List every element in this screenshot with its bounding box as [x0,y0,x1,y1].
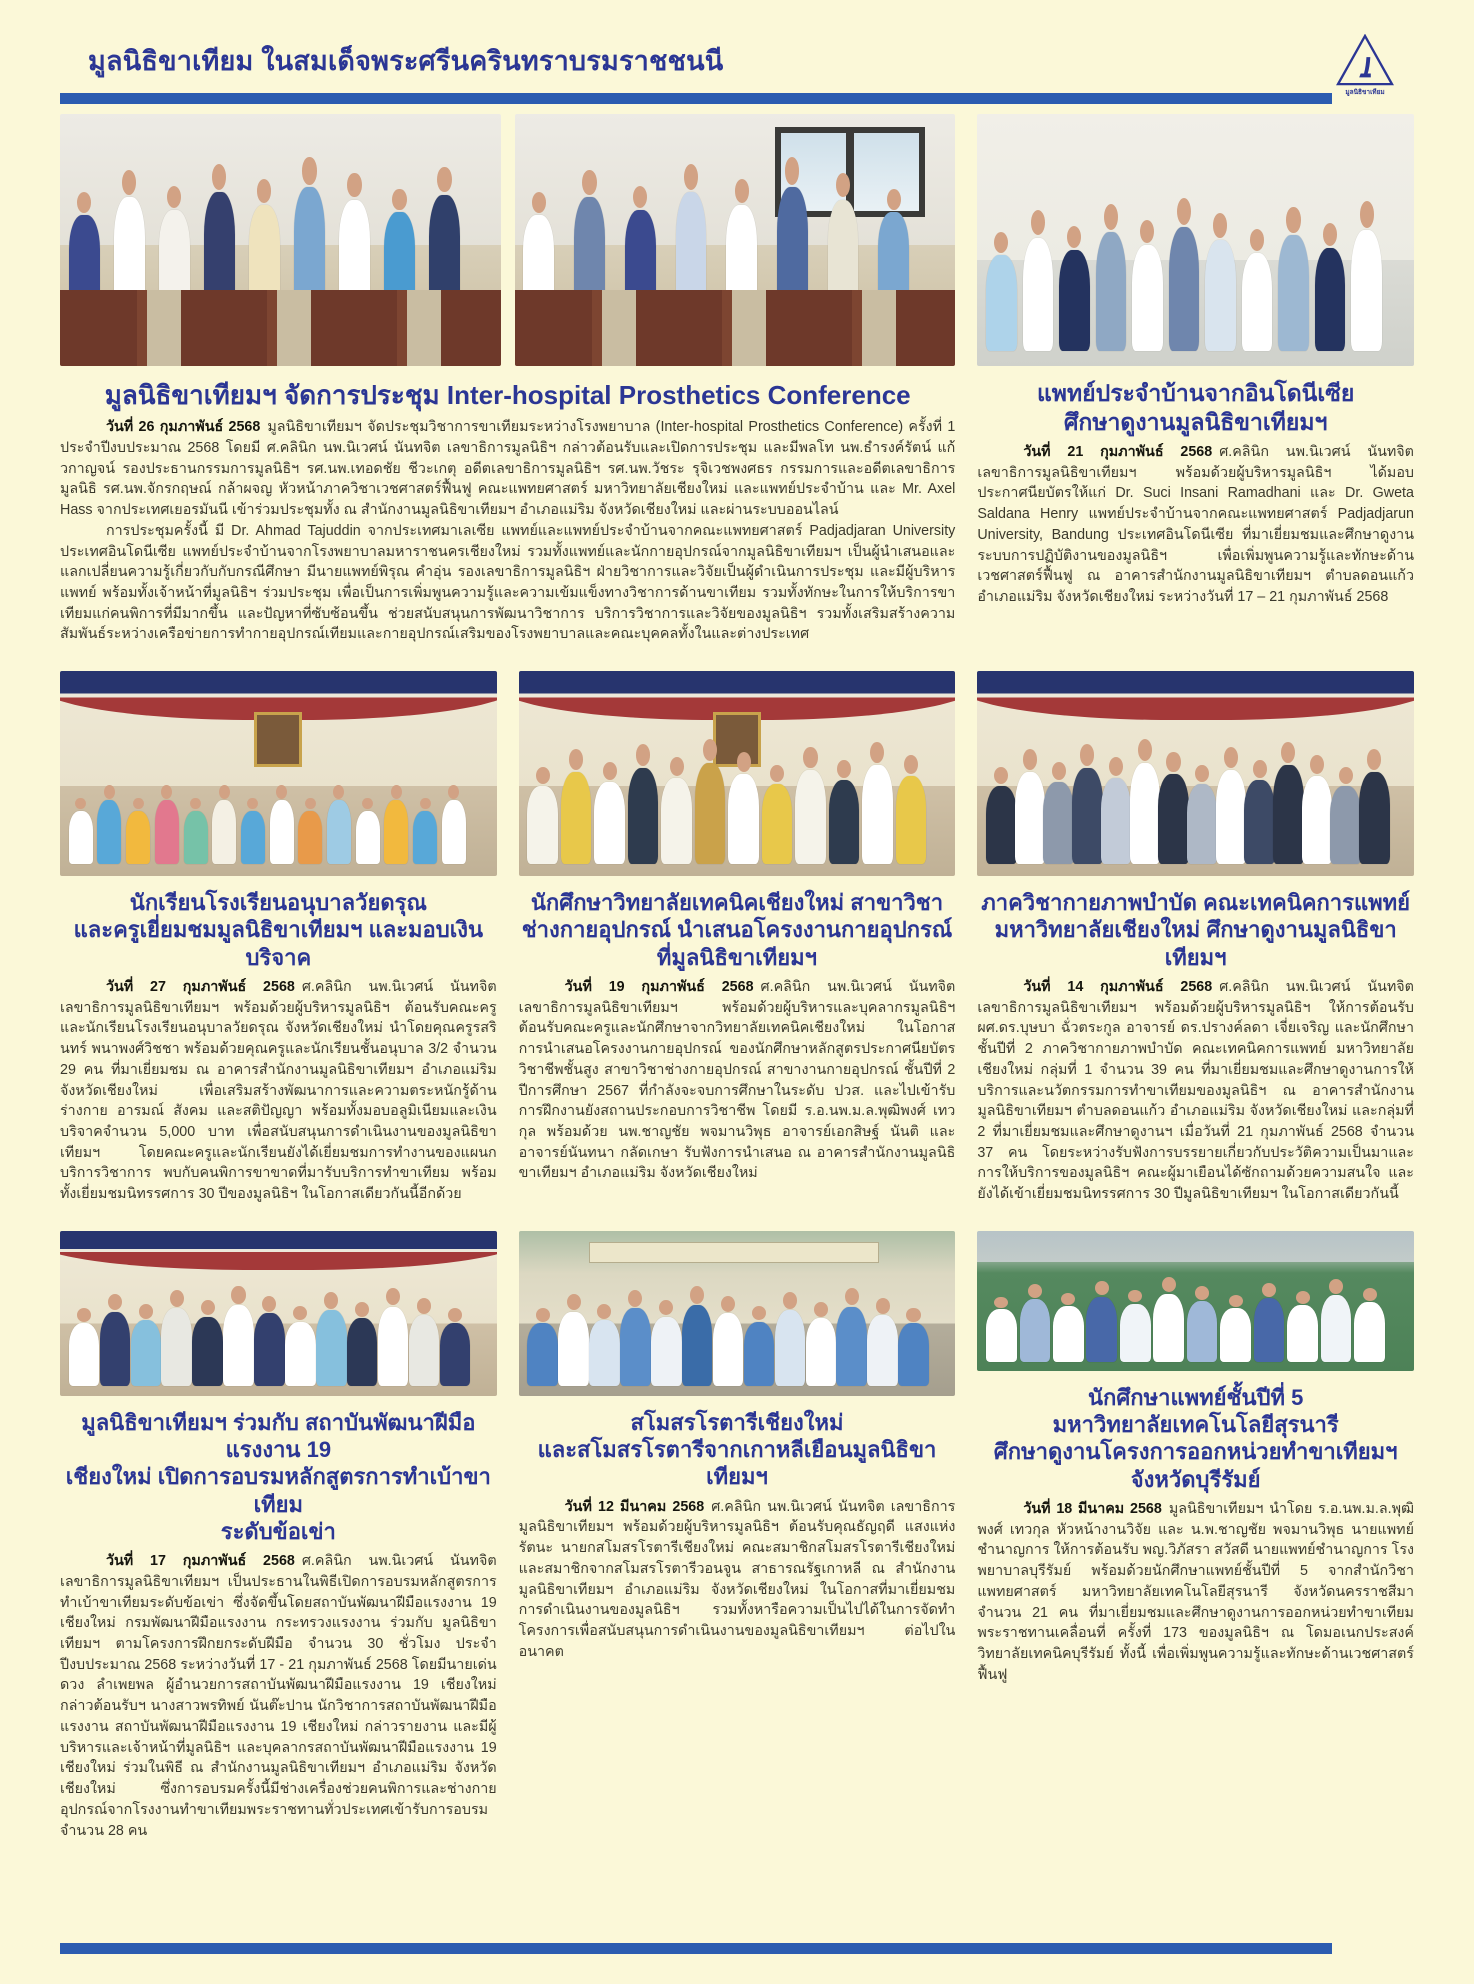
person-figure [620,1308,651,1386]
title-line: จังหวัดบุรีรัมย์ [1130,1466,1261,1492]
person-figure [1278,235,1309,351]
person-figure [695,763,726,863]
person-figure [1059,250,1090,351]
date-lead: วันที่ 18 มีนาคม 2568 [1023,1500,1162,1517]
header-rule [60,93,1332,104]
person-figure [413,811,437,864]
person-figure [1216,770,1247,864]
photo-conference-meeting-1 [60,114,501,366]
photo-conference-meeting-2 [515,114,956,366]
person-figure [806,1318,837,1386]
title-line: ภาควิชากายภาพบำบัด คณะเทคนิคการแพทย์ [981,890,1411,916]
photo-medical-students-court [977,1231,1414,1371]
article-rotary-clubs-visit [519,1231,956,1841]
title-line: นักศึกษาวิทยาลัยเทคนิคเชียงใหม่ สาขาวิชา [530,890,944,916]
person-figure [69,811,93,864]
article-paragraph [519,977,956,1184]
person-figure [836,1307,867,1386]
person-figure [1053,1306,1084,1362]
title-line: มูลนิธิขาเทียมฯ จัดการประชุม Inter-hospital Prosthetics Conference [104,380,911,410]
person-figure [867,1315,898,1386]
article-title [977,379,1414,436]
articles-grid [60,114,1414,1841]
person-figure [327,800,351,864]
article-paragraph [977,1499,1414,1685]
person-figure [1354,1302,1385,1362]
article-paragraph [977,977,1414,1205]
person-figure [896,776,927,864]
article-indonesia-residents [977,114,1414,645]
paragraph-text: ศ.คลินิก นพ.นิเวศน์ นันทจิต เลขาธิการมูลนิธิขาเทียมฯ พร้อมด้วยผู้บริหารมูลนิธิฯ ต้อนรับคุณธัญฤดี แสงแห่งรัตนะ นายกสโมสรโรตารีเชียงใหม่ คณะสมาชิกสโมสรโรตารีเชียงใหม่ และสมาชิกจากสโมสรโรตารีวอนจูน สาธารณรัฐเกาหลี ณ สำนักงานมูลนิธิขาเทียมฯ อำเภอแม่ริม จังหวัดเชียงใหม่ ในโอกาสที่มาเยี่ยมชมการดำเนินงานของมูลนิธิฯ รวมทั้งหารือความเป็นไปได้ในการจัดทำโครงการเพื่อสนับสนุนการดำเนินงานของมูลนิธิขาเทียมฯ ต่อไปในอนาคต [518,1498,956,1660]
person-figure [561,772,592,864]
article-physiotherapy-cmu [977,671,1414,1205]
conference-photos [60,114,955,366]
person-figure [1273,765,1304,863]
article-paragraph [519,1497,956,1663]
date-lead: วันที่ 17 กุมภาพันธ์ 2568 [106,1553,295,1570]
person-figure [1187,1301,1218,1363]
article-paragraph [60,521,955,645]
person-figure [589,1320,620,1386]
person-figure [97,800,121,864]
person-figure [378,1307,409,1386]
person-figure [728,774,759,864]
person-figure [682,1305,713,1386]
person-figure [1244,780,1275,864]
person-figure [661,778,692,864]
paragraph-text: มูลนิธิขาเทียมฯ นำโดย ร.อ.นพ.ม.ล.พุฒิพงศ์ เทวกุล หัวหน้างานวิจัย และ น.พ.ชาญชัย พจมานวิพุธ นายแพทย์ชำนาญการ ให้การต้อนรับ พญ.วิภัสรา สวัสดี นายแพทย์ชำนาญการ โรงพยาบาลบุรีรัมย์ พร้อมด้วยนักศึกษาแพทย์ชั้นปีที่ 5 จากสำนักวิชาแพทยศาสตร์ มหาวิทยาลัยเทคโนโลยีสุรนารี จังหวัดนครราชสีมา จำนวน 21 คน ที่มาเยี่ยมชมและศึกษาดูงานการออกหน่วยทำขาเทียมพระราชทานเคลื่อนที่ ครั้งที่ 173 ของมูลนิธิฯ ณ โดมอเนกประสงค์ วิทยาลัยเทคนิคบุรีรัมย์ ทั้งนี้ เพื่อเพิ่มพูนความรู้และทักษะด้านเวชศาสตร์ฟื้นฟู [977,1500,1414,1683]
person-figure [775,1310,806,1386]
article-technical-college-projects [519,671,956,1205]
person-figure [862,765,893,863]
title-line: มูลนิธิขาเทียมฯ ร่วมกับ สถาบันพัฒนาฝีมือแรงงาน 19 [81,1409,476,1463]
person-figure [986,255,1017,351]
paragraph-text: ศ.คลินิก นพ.นิเวศน์ นันทจิต เลขาธิการมูลนิธิขาเทียมฯ พร้อมด้วยผู้บริหารมูลนิธิฯ ได้มอบประกาศนียบัตรให้แก่ Dr. Suci Insani Ramadhani และ Dr. Gweta Saldana Henry แพทย์ประจำบ้านจากคณะแพทยศาสตร์ Padjadjarun University, Bandung ประเทศอินโดนีเซีย ที่มาเยี่ยมชมและศึกษาดูงานระบบการปฏิบัติงานของมูลนิธิฯ เพื่อเพิ่มพูนความรู้และทักษะด้านเวชศาสตร์ฟื้นฟู ณ อาคารสำนักงานมูลนิธิขาเทียมฯ ตำบลดอนแก้ว อำเภอแม่ริม จังหวัดเชียงใหม่ ระหว่างวันที่ 17 – 21 กุมภาพันธ์ 2568 [977,444,1414,606]
article-title [519,1409,956,1491]
person-figure [155,800,179,864]
person-figure [1096,232,1127,350]
title-line: มหาวิทยาลัยเทคโนโลยีสุรนารี [1052,1412,1339,1438]
person-figure [628,768,659,864]
canopy-decor [60,1231,497,1271]
person-figure [1020,1299,1051,1362]
person-figure [1120,1304,1151,1363]
person-figure [1315,248,1346,351]
person-figure [192,1317,223,1386]
person-figure [384,800,408,864]
person-figure [409,1315,440,1386]
person-figure [795,770,826,864]
person-figure [184,811,208,864]
paragraph-text: ศ.คลินิก นพ.นิเวศน์ นันทจิต เลขาธิการมูลนิธิขาเทียมฯ พร้อมด้วยผู้บริหารมูลนิธิฯ ให้การต้อนรับ ผศ.ดร.บุษบา ฉั่วตระกูล อาจารย์ ดร.ปรางค์ลดา เจี่ยเจริญ และนักศึกษาชั้นปีที่ 2 ภาควิชากายภาพบำบัด คณะเทคนิคการแพทย์ มหาวิทยาลัยเชียงใหม่ กลุ่มที่ 1 จำนวน 39 คน ที่มาเยี่ยมชมและศึกษาดูงานการให้บริการและนวัตกรรมการทำขาเทียมของมูลนิธิฯ ณ อาคารสำนักงานมูลนิธิขาเทียมฯ ตำบลดอนแก้ว อำเภอแม่ริม จังหวัดเชียงใหม่ และกลุ่มที่ 2 ที่มาเยี่ยมชมและศึกษาดูงานฯ เมื่อวันที่ 21 กุมภาพันธ์ 2568 จำนวน 37 คน โดยระหว่างรับฟังการบรรยายเกี่ยวกับประวัติความเป็นมาและการให้บริการของมูลนิธิฯ คณะผู้มาเยือนได้ซักถามด้วยความสนใจ และยังได้เข้าเยี่ยมชมนิทรรศการ 30 ปีมูลนิธิขาเทียมฯ ในโอกาสเดียวกันนี้ [977,978,1414,1203]
paragraph-text: ศ.คลินิก นพ.นิเวศน์ นันทจิต เลขาธิการมูลนิธิขาเทียมฯ พร้อมด้วยผู้บริหารมูลนิธิฯ ต้อนรับคณะครูและนักเรียนโรงเรียนอนุบาลวัยดรุณ จังหวัดเชียงใหม่ นำโดยคุณครูรสรินทร์ พนาพงศ์วิชชา พร้อมด้วยคุณครูและนักเรียนชั้นอนุบาล 3/2 จำนวน 29 คน ที่มาเยี่ยมชม ณ อาคารสำนักงานมูลนิธิขาเทียมฯ อำเภอแม่ริม จังหวัดเชียงใหม่ เพื่อเสริมสร้างพัฒนาการและความตระหนักรู้ด้านร่างกาย อารมณ์ สังคม และสติปัญญา พร้อมทั้งมอบอลูมิเนียมและเงินบริจาคจำนวน 5,000 บาท เพื่อสนับสนุนการดำเนินงานของมูลนิธิขาเทียมฯ โดยคณะครูและนักเรียนยังได้เยี่ยมชมการทำงานของแผนกบริการวิชาการ พบกับคนพิการขาขาดที่มารับบริการทำขาเทียม พร้อมทั้งเยี่ยมชมนิทรรศการ 30 ปีของมูลนิธิฯ ในโอกาสเดียวกันนี้อีกด้วย [60,978,497,1203]
person-figure [1351,230,1382,351]
logo-caption: มูลนิธิขาเทียม [1345,89,1385,96]
person-figure [1205,240,1236,351]
paragraph-text: การประชุมครั้งนี้ มี Dr. Ahmad Tajuddin จากประเทศมาเลเซีย แพทย์และแพทย์ประจำบ้านจากคณะแพทยศาสตร์ Padjadjaran University ประเทศอินโดนีเซีย แพทย์ประจำบ้านจากโรงพยาบาลมหาราชนครเชียงใหม่ รวมทั้งแพทย์และนักกายอุปกรณ์จากมูลนิธิขาเทียมฯ เป็นผู้นำเสนอและแลกเปลี่ยนความรู้เกี่ยวกับกับกรณีศึกษา มีนายแพทย์พิรุณ คำอุ่น รองเลขาธิการมูลนิธิฯ ฝ่ายวิชาการและวิจัยเป็นผู้ดำเนินการประชุม และมีผู้บริหาร แพทย์ พร้อมทั้งเจ้าหน้าที่มูลนิธิฯ ร่วมประชุม เพื่อเป็นการเพิ่มพูนความรู้และความเข้มแข็งทางวิชาการด้านขาเทียม รวมทั้งทักษะในการให้บริการขาเทียมแก่คนพิการที่มีมากขึ้น และปัญหาที่ซับซ้อนขึ้น ช่วยสนับสนุนการพัฒนาวิชาการ บริการวิชาการและวิจัยของมูลนิธิฯ รวมทั้งเสริมสร้างความสัมพันธ์ระหว่างเครือข่ายการทำกายอุปกรณ์เทียมและกายอุปกรณ์เสริมของโรงพยาบาลและคณะบุคคลทั้งในและต่างประเทศ [60,522,956,643]
date-lead: วันที่ 19 กุมภาพันธ์ 2568 [564,978,754,995]
person-figure [1242,253,1273,351]
person-figure [1072,768,1103,864]
person-figure [1015,772,1046,864]
person-figure [1287,1305,1318,1362]
article-title [519,889,956,971]
article-title [60,379,955,411]
foundation-triangle-logo-icon [1336,34,1394,88]
person-figure [527,786,558,864]
person-figure [440,1323,471,1386]
person-figure [1043,782,1074,864]
photo-rotary-group-outdoor [519,1231,956,1396]
foundation-logo [1334,34,1396,96]
person-figure [212,800,236,864]
person-figure [1132,245,1163,351]
person-figure [100,1312,131,1386]
title-line: ระดับข้อเข่า [220,1518,336,1544]
person-figure [1169,227,1200,350]
canopy-decor [977,671,1414,720]
photo-indonesia-group [977,114,1414,366]
desk-decor [515,290,956,366]
article-paragraph [60,977,497,1205]
title-line: นักเรียนโรงเรียนอนุบาลวัยดรุณ [129,890,427,916]
desk-decor [60,290,501,366]
person-figure [744,1322,775,1386]
person-figure [594,782,625,864]
person-figure [1220,1308,1251,1363]
photo-physiotherapy-group [977,671,1414,876]
person-figure [898,1323,929,1386]
paragraph-text: มูลนิธิขาเทียมฯ จัดประชุมวิชาการขาเทียมระหว่างโรงพยาบาล (Inter-hospital Prosthetics Conference) ครั้งที่ 1 ประจำปีงบประมาณ 2568 โดยมี ศ.คลินิก นพ.นิเวศน์ นันทจิต เลขาธิการมูลนิธิฯ กล่าวต้อนรับและเปิดการประชุม และมีพลโท นพ.ธำรงค์รัตน์ แก้วกาญจน์ รองประธานกรรมการมูลนิธิฯ รศ.นพ.เทอดชัย ชีวะเกตุ อดีตเลขาธิการมูลนิธิฯ รศ.นพ.วัชระ รุจิเวชพงศธร กรรมการและอดีตเลขาธิการมูลนิธิ รศ.นพ.จักรกฤษณ์ กล้าผจญ หัวหน้าภาควิชาเวชศาสตร์ฟื้นฟู คณะแพทยศาสตร์ มหาวิทยาลัยเชียงใหม่ และแพทย์ประจำบ้าน และ Mr. Axel Hass จากประเทศเยอรมันนี เข้าร่วมประชุมทั้ง ณ สำนักงานมูลนิธิขาเทียมฯ อำเภอแม่ริม จังหวัดเชียงใหม่ และผ่านระบบออนไลน์ [60,419,956,519]
person-figure [69,1323,100,1386]
title-line: ช่างกายอุปกรณ์ นำเสนอโครงงานกายอุปกรณ์ [521,917,953,943]
person-figure [1321,1295,1352,1362]
person-figure [527,1323,558,1386]
title-line: ที่มูลนิธิขาเทียมฯ [656,944,818,970]
article-paragraph [60,1551,497,1841]
title-line: ศึกษาดูงานมูลนิธิขาเทียมฯ [1063,408,1328,435]
title-line: และสโมสรโรตารีจากเกาหลีเยือนมูลนิธิขาเทียมฯ [537,1437,937,1490]
person-figure [1359,772,1390,864]
title-line: นักศึกษาแพทย์ชั้นปีที่ 5 [1087,1384,1304,1410]
title-line: มหาวิทยาลัยเชียงใหม่ ศึกษาดูงานมูลนิธิขาเทียมฯ [994,917,1397,970]
person-figure [762,784,793,864]
title-line: สโมสรโรตารีเชียงใหม่ [630,1409,844,1435]
person-figure [713,1313,744,1386]
paragraph-text: ศ.คลินิก นพ.นิเวศน์ นันทจิต เลขาธิการมูลนิธิขาเทียมฯ เป็นประธานในพิธีเปิดการอบรมหลักสูตรการทำเบ้าขาเทียมระดับข้อเข่า ซึ่งจัดขึ้นโดยสถาบันพัฒนาฝีมือแรงงาน 19 เชียงใหม่ กรมพัฒนาฝีมือแรงงาน กระทรวงแรงงาน ร่วมกับ มูลนิธิขาเทียมฯ ตามโครงการฝึกยกระดับฝีมือ จำนวน 30 ชั่วโมง ประจำปีงบประมาณ 2568 ระหว่างวันที่ 17 - 21 กุมภาพันธ์ 2568 โดยมีนายเด่นดวง ลำเพยพล ผู้อำนวยการสถาบันพัฒนาฝีมือแรงงาน 19 เชียงใหม่ กล่าวต้อนรับฯ นางสาวพรทิพย์ นันต๊ะปาน นักวิชาการสถาบันพัฒนาฝีมือแรงงาน สถาบันพัฒนาฝีมือแรงงาน 19 เชียงใหม่ กล่าวรายงาน และมีผู้บริหารและเจ้าหน้าที่มูลนิธิฯ และบุคลากรสถาบันพัฒนาฝีมือแรงงาน 19 เชียงใหม่ ร่วมในพิธี ณ สำนักงานมูลนิธิขาเทียมฯ อำเภอแม่ริม จังหวัดเชียงใหม่ ซึ่งการอบรมครั้งนี้มีช่างเครื่องช่วยคนพิการและช่างกายอุปกรณ์จากโรงงานทำขาเทียมพระราชทานทั่วประเทศเข้ารับการอบรมจำนวน 28 คน [60,1553,497,1839]
person-figure [829,780,860,864]
article-kindergarten-visit [60,671,497,1205]
person-figure [1254,1298,1285,1362]
page-title: มูลนิธิขาเทียม ในสมเด็จพระศรีนครินทราบรมราชชนนี [88,46,724,76]
person-figure [161,1308,192,1386]
person-figure [347,1318,378,1386]
article-title [977,1384,1414,1493]
person-figure [1158,774,1189,864]
banner-decor [589,1242,879,1262]
person-figure [285,1322,316,1386]
person-figure [316,1310,347,1386]
portrait-frame-decor [254,712,302,767]
person-figure [1086,1297,1117,1363]
person-figure [241,811,265,864]
title-line: แพทย์ประจำบ้านจากอินโดนีเซีย [1036,380,1355,406]
article-title [977,889,1414,971]
person-figure [442,800,466,864]
person-figure [270,800,294,864]
person-figure [298,811,322,864]
person-figure [1302,776,1333,864]
article-skill-development-training [60,1231,497,1841]
article-paragraph [60,417,955,521]
photo-training-opening-group [60,1231,497,1396]
person-figure [986,1309,1017,1362]
photo-technical-students-group [519,671,956,876]
person-figure [986,786,1017,864]
date-lead: วันที่ 21 กุมภาพันธ์ 2568 [1023,444,1213,461]
article-title [60,1409,497,1545]
person-figure [254,1313,285,1386]
person-figure [1130,763,1161,863]
person-figure [1023,238,1054,351]
page-header [60,0,1414,104]
person-figure [126,811,150,864]
title-line: ศึกษาดูงานโครงการออกหน่วยทำขาเทียมฯ [993,1439,1398,1465]
person-figure [651,1317,682,1386]
person-figure [1101,778,1132,864]
date-lead: วันที่ 27 กุมภาพันธ์ 2568 [106,978,295,995]
date-lead: วันที่ 12 มีนาคม 2568 [564,1498,705,1515]
article-suranaree-medical-students [977,1231,1414,1841]
article-inter-hospital-conference [60,114,955,645]
article-paragraph [977,442,1414,608]
person-figure [131,1320,162,1386]
person-figure [223,1305,254,1386]
person-figure [558,1312,589,1386]
article-title [60,889,497,971]
person-figure [1153,1294,1184,1363]
footer-rule [60,1943,1332,1954]
date-lead: วันที่ 14 กุมภาพันธ์ 2568 [1023,978,1213,995]
person-figure [1187,784,1218,864]
title-line: และครูเยี่ยมชมมูลนิธิขาเทียมฯ และมอบเงินบริจาค [73,917,484,970]
title-line: เชียงใหม่ เปิดการอบรมหลักสูตรการทำเบ้าขาเทียม [65,1464,491,1517]
photo-kindergarten-group [60,671,497,876]
person-figure [356,811,380,864]
person-figure [1330,786,1361,864]
date-lead: วันที่ 26 กุมภาพันธ์ 2568 [106,419,261,436]
paragraph-text: ศ.คลินิก นพ.นิเวศน์ นันทจิต เลขาธิการมูลนิธิขาเทียมฯ พร้อมด้วยผู้บริหารและบุคลากรมูลนิธิฯ ต้อนรับคณะครูและนักศึกษาจากวิทยาลัยเทคนิคเชียงใหม่ ในโอกาสการนำเสนอโครงงานกายอุปกรณ์ ของนักศึกษาหลักสูตรประกาศนียบัตรวิชาชีพชั้นสูง สาขาวิชาช่างกายอุปกรณ์ สาขางานกายอุปกรณ์ ชั้นปีที่ 2 ปีการศึกษา 2567 ที่กำลังจะจบการศึกษาในระดับ ปวส. และไปเข้ารับการฝึกงานยังสถานประกอบการวิชาชีพ โดยมี ร.อ.นพ.ม.ล.พุฒิพงศ์ เทวกุล พร้อมด้วย นพ.ชาญชัย พจมานวิพุธ อาจารย์เอกสิษฐ์ นันติ และอาจารย์นันทนา กลัดเกษา รับฟังการนำเสนอ ณ อาคารสำนักงานมูลนิธิขาเทียมฯ อำเภอแม่ริม จังหวัดเชียงใหม่ [518,978,956,1182]
